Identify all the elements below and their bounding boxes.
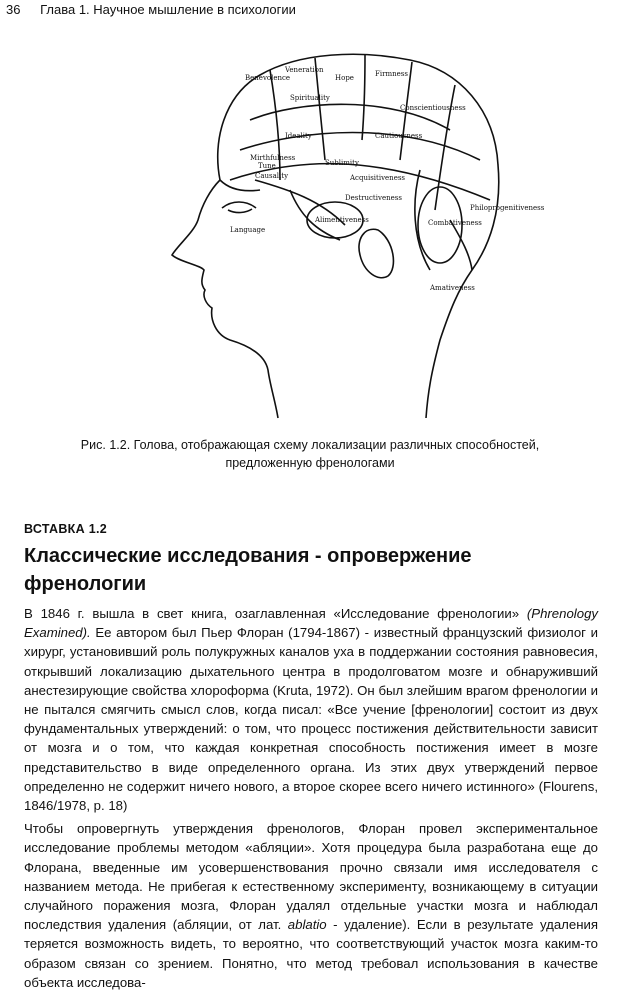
figure-caption: [0, 436, 620, 472]
body-text: [24, 604, 598, 996]
region-label: Benevolence: [245, 74, 291, 82]
region-label: Tune: [258, 162, 276, 170]
paragraph-1-part-b: Ее автором был Пьер Флоран (1794-1867) - известный французский физиолог и хирург, установивший роль полукружных каналов уха в поддержании состояния равновесия, открывший локализацию дыхательного центра в продолговатом мозге и обнаруживший анестезирующие свойства хлороформа (Kruta, 1972). Он был злейшим врагом френологии и не пытался смягчить смысл слов, когда писал: «Все учение [френологии] состоит из двух фундаментальных утверждений: о том, что процесс постижения действительности зависит от мозга и о том, что каждая конкретная способность постижения имеет в мозге представительство в виде определенного органа. Из этих двух утверждений первое определенно не содержит ничего нового, а второе скорее всего ничего истинного» (Flourens, 1846/1978, р. 18): [24, 625, 598, 814]
region-label: Alimentiveness: [315, 216, 369, 224]
region-label: Veneration: [285, 66, 324, 74]
paragraph-1: [24, 604, 598, 815]
region-label: Combativeness: [428, 219, 482, 227]
box-label: ВСТАВКА 1.2: [24, 522, 107, 536]
region-label: Firmness: [375, 70, 408, 78]
running-title: Глава 1. Научное мышление в психологии: [40, 2, 296, 17]
region-label: Amativeness: [430, 284, 475, 292]
region-label: Mirthfulness: [250, 154, 296, 162]
region-label: Causality: [255, 172, 289, 180]
region-label: Destructiveness: [345, 194, 402, 202]
phrenology-head-figure: [150, 40, 545, 420]
region-label: Spirituality: [290, 94, 330, 102]
region-label: Cautiousness: [375, 132, 423, 140]
region-label: Acquisitiveness: [350, 174, 406, 182]
box-title: Классические исследования - опровержение френологии: [24, 545, 472, 595]
region-label: Sublimity: [325, 159, 359, 167]
running-header: [6, 2, 296, 17]
caption-line-1: Рис. 1.2. Голова, отображающая схему локализации различных способностей,: [80, 438, 540, 452]
region-label: Language: [230, 226, 266, 234]
page-number: 36: [6, 2, 21, 17]
phrenology-head-illustration: [150, 40, 545, 420]
paragraph-1-italic: (Phrenology Examined).: [24, 606, 598, 641]
region-label: Hope: [335, 74, 354, 82]
paragraph-2-part-a: Чтобы опровергнуть утверждения френологов, Флоран провел экспериментальное исследование проблемы методом «абляции». Хотя процедура была разработана еще до Флорана, введенные им усовершенствования прочно связали имя исследователя с названием метода. Не прибегая к естественному эксперименту, возникающему в ситуации случайного поражения мозга, Флоран удалял отдельные участки мозга и наблюдал последствия удаления (абляции, от лат.: [24, 821, 598, 933]
paragraph-2-part-b: - удаление). Если в результате удаления теряется возможность видеть, то вероятно, что соответствующий участок мозга каким-то образом связан со зрением. Понятно, что метод требовал использования в качестве объекта исследова-: [24, 917, 598, 990]
paragraph-2-italic: ablatio: [287, 917, 327, 933]
paragraph-2: [24, 819, 598, 992]
region-label: Ideality: [285, 132, 312, 140]
paragraph-1-part-a: В 1846 г. вышла в свет книга, озаглавленная «Исследование френологии»: [24, 606, 527, 621]
region-label: Conscientiousness: [400, 104, 466, 112]
caption-line-2: предложенную френологами: [225, 456, 395, 470]
region-label: Philoprogenitiveness: [470, 204, 545, 212]
